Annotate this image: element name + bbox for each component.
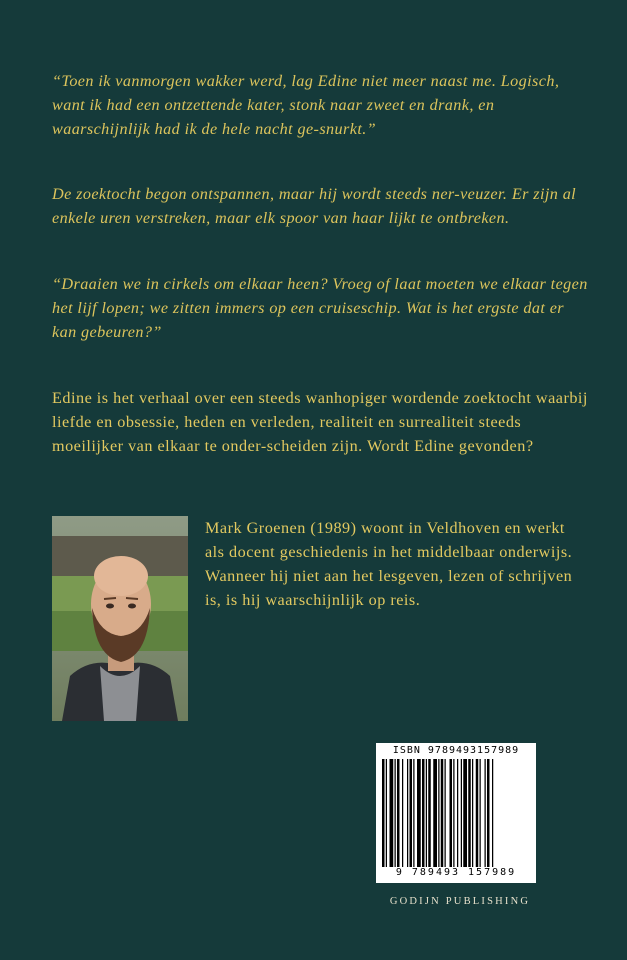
isbn-barcode — [376, 743, 536, 883]
publisher-name: GODIJN PUBLISHING — [389, 896, 531, 907]
author-bio: Mark Groenen (1989) woont in Veldhoven en werkt als docent geschiedenis in het middelbaar onderwijs. Wanneer hij niet aan het lesgeven, lezen of schrijven is, is hij waarschijnlijk op reis. — [205, 519, 573, 609]
opening-quote: “Toen ik vanmorgen wakker werd, lag Edine niet meer naast me. Logisch, want ik had een ontzettende kater, stonk naar zweet en drank, en waarschijnlijk had ik de hele nacht ge-snurkt.” — [52, 72, 560, 138]
isbn-label: ISBN 9789493157989 — [392, 745, 520, 756]
isbn-number: 9 789493 157989 — [395, 867, 517, 878]
author-photo — [52, 516, 188, 721]
closing-quote: “Draaien we in cirkels om elkaar heen? Vroeg of laat moeten we elkaar tegen het lijf lopen; we zitten immers op een cruiseschip. Wat is het ergste dat er kan gebeuren?” — [52, 275, 588, 341]
book-blurb: Edine is het verhaal over een steeds wanhopiger wordende zoektocht waarbij liefde en obsessie, heden en verleden, realiteit en surrealiteit steeds moeilijker van elkaar te onder-scheiden zijn. Wordt Edine gevonden? — [52, 389, 588, 455]
teaser-paragraph: De zoektocht begon ontspannen, maar hij wordt steeds ner-veuzer. Er zijn al enkele uren verstreken, maar elk spoor van haar lijkt te ontbreken. — [52, 185, 577, 227]
barcode-bars — [382, 759, 530, 867]
